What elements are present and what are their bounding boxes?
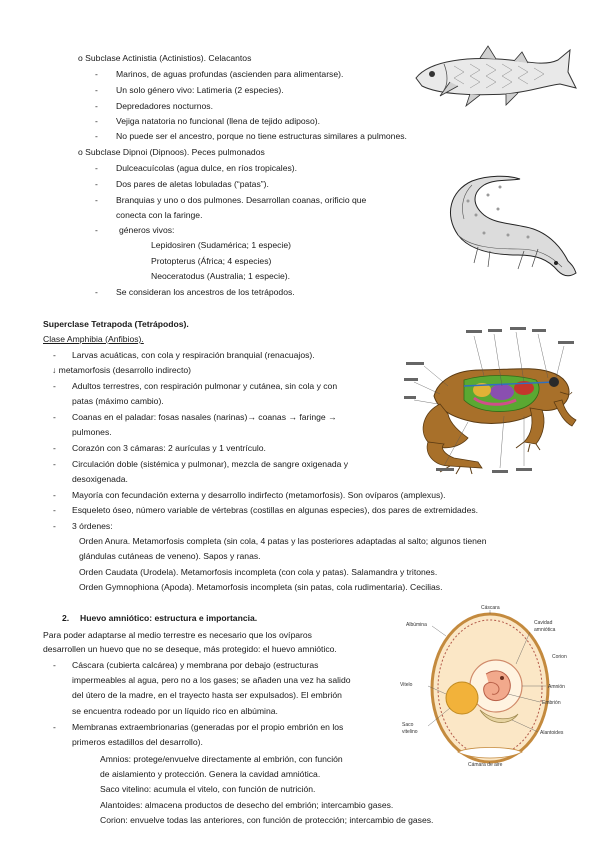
egg-item: Membranas extraembrionarias (generadas por el propio embrión en los <box>72 722 344 732</box>
actinistia-heading: o Subclase Actinistia (Actinistios). Celacantos <box>78 53 252 63</box>
egg-label-cavidad-2: amniótica <box>534 627 556 633</box>
bullet-dash: - <box>53 660 56 670</box>
egg-label-corion: Corion <box>552 654 567 660</box>
egg-label-embrion: Embrión <box>542 700 561 706</box>
amphibia-item: Circulación doble (sistémica y pulmonar), mezcla de sangre oxigenada y <box>72 459 349 469</box>
egg-label-vitelino: vitelino <box>402 729 418 735</box>
egg-label-cavidad: Cavidad <box>534 620 553 626</box>
actinistia-item: Un solo género vivo: Latimeria (2 especies). <box>116 85 284 95</box>
actinistia-item: No puede ser el ancestro, porque no tiene estructuras similares a pulmones. <box>116 131 407 141</box>
dipnoi-item: Se consideran los ancestros de los tetrápodos. <box>116 287 295 297</box>
genus-item: Neoceratodus (Australia; 1 especie). <box>151 271 291 281</box>
egg-intro-line: desarrollen un huevo que no se deseque, más protegido: el huevo amniótico. <box>43 644 337 654</box>
bullet-dash: - <box>53 412 56 422</box>
order-caudata: Orden Caudata (Urodela). Metamorfosis incompleta (con cola y patas). Salamandra y tritones. <box>79 567 438 577</box>
egg-label-cascara: Cáscara <box>481 605 500 611</box>
frog-anatomy-illustration <box>404 326 580 476</box>
order-anura-continued: glándulas cutáneas de veneno). Sapos y ranas. <box>79 551 261 561</box>
bullet-dash: - <box>53 505 56 515</box>
egg-section-heading: Huevo amniótico: estructura e importancia. <box>80 613 258 623</box>
amphibia-item: 3 órdenes: <box>72 521 113 531</box>
egg-item-continued: impermeables al agua, pero no a los gases; se añaden una vez ha salido <box>72 675 351 685</box>
actinistia-item: Marinos, de aguas profundas (ascienden para alimentarse). <box>116 69 344 79</box>
amphibia-item-continued: pulmones. <box>72 427 112 437</box>
amphibia-item: Corazón con 3 cámaras: 2 aurículas y 1 ventrículo. <box>72 443 266 453</box>
dipnoi-item: Dos pares de aletas lobuladas (“patas”). <box>116 179 269 189</box>
amphibia-item: Esqueleto óseo, número variable de vértebras (costillas en algunas especies), dos pares de extremidades. <box>72 505 479 515</box>
bullet-dash: - <box>53 443 56 453</box>
amphibia-item: Mayoría con fecundación externa y desarrollo indirfecto (metamorfosis). Son ovíparos (amplexus). <box>72 490 446 500</box>
dipnoi-item: Dulceacuícolas (agua dulce, en ríos tropicales). <box>116 163 298 173</box>
bullet-dash: - <box>53 350 56 360</box>
amphibia-item-continued: patas (máximo cambio). <box>72 396 164 406</box>
egg-label-albumina: Albúmina <box>406 622 427 628</box>
bullet-dash: - <box>95 225 98 235</box>
bullet-dash: - <box>53 521 56 531</box>
amniotic-egg-diagram <box>398 602 578 768</box>
order-gymnophiona: Orden Gymnophiona (Apoda). Metamorfosis incompleta (sin patas, cola rudimentaria). Cecilias. <box>79 582 443 592</box>
bullet-dash: - <box>95 287 98 297</box>
amphibia-item: Coanas en el paladar: fosas nasales (narinas)→ coanas → faringe → <box>72 412 337 422</box>
egg-item-continued: se encuentra rodeado por un líquido rico en albúmina. <box>72 706 278 716</box>
bullet-dash: - <box>53 459 56 469</box>
amphibia-item: Adultos terrestres, con respiración pulmonar y cutánea, sin cola y con <box>72 381 338 391</box>
membrane-amnios-continued: de aislamiento y protección. Genera la cavidad amniótica. <box>100 769 321 779</box>
amphibia-subheading: Clase Amphibia (Anfibios). <box>43 334 144 344</box>
membrane-amnios: Amnios: protege/envuelve directamente al embrión, con función <box>100 754 343 764</box>
bullet-dash: - <box>95 85 98 95</box>
membrane-alantoides: Alantoides: almacena productos de desecho del embrión; intercambio gases. <box>100 800 394 810</box>
membrane-saco-vitelino: Saco vitelino: acumula el vitelo, con función de nutrición. <box>100 784 316 794</box>
membrane-corion: Corion: envuelve todas las anteriores, con función de protección; intercambio de gases. <box>100 815 434 825</box>
bullet-dash: - <box>53 490 56 500</box>
lungfish-illustration <box>428 175 578 285</box>
amphibia-item: Larvas acuáticas, con cola y respiración branquial (renacuajos). <box>72 350 315 360</box>
coelacanth-illustration <box>410 42 578 108</box>
bullet-dash: - <box>95 69 98 79</box>
genus-item: Protopterus (África; 4 especies) <box>151 256 272 266</box>
bullet-dash: - <box>53 722 56 732</box>
actinistia-item: Vejiga natatoria no funcional (llena de tejido adiposo). <box>116 116 321 126</box>
bullet-dash: - <box>53 381 56 391</box>
bullet-dash: - <box>95 179 98 189</box>
egg-item: Cáscara (cubierta calcárea) y membrana por debajo (estructuras <box>72 660 319 670</box>
egg-label-saco: Saco <box>402 722 414 728</box>
bullet-dash: - <box>95 195 98 205</box>
bullet-dash: - <box>95 101 98 111</box>
egg-intro-line: Para poder adaptarse al medio terrestre es necesario que los ovíparos <box>43 630 312 640</box>
egg-item-continued: del útero de la madre, en el trayecto hasta ser expulsados). El embrión <box>72 690 342 700</box>
dipnoi-item: Branquias y uno o dos pulmones. Desarrollan coanas, orificio que <box>116 195 367 205</box>
egg-label-camara: Cámara de aire <box>468 762 503 768</box>
dipnoi-heading: o Subclase Dipnoi (Dipnoos). Peces pulmonados <box>78 147 265 157</box>
egg-label-amnion: Amnión <box>548 684 565 690</box>
amphibia-metamorphosis-note: ↓ metamorfosis (desarrollo indirecto) <box>52 365 191 375</box>
order-anura: Orden Anura. Metamorfosis completa (sin cola, 4 patas y las posteriores adaptadas al salto; algunos tienen <box>79 536 487 546</box>
genus-item: Lepidosiren (Sudamérica; 1 especie) <box>151 240 291 250</box>
dipnoi-item-continued: conecta con la faringe. <box>116 210 203 220</box>
tetrapoda-heading: Superclase Tetrapoda (Tetrápodos). <box>43 319 189 329</box>
bullet-dash: - <box>95 116 98 126</box>
egg-label-vitelo: Vitelo <box>400 682 413 688</box>
egg-label-alantoides: Alantoides <box>540 730 564 736</box>
actinistia-item: Depredadores nocturnos. <box>116 101 213 111</box>
bullet-dash: - <box>95 163 98 173</box>
bullet-dash: - <box>95 131 98 141</box>
dipnoi-item: géneros vivos: <box>119 225 175 235</box>
egg-item-continued: primeros estadillos del desarrollo). <box>72 737 203 747</box>
amphibia-item-continued: desoxigenada. <box>72 474 128 484</box>
section-number: 2. <box>62 613 70 623</box>
